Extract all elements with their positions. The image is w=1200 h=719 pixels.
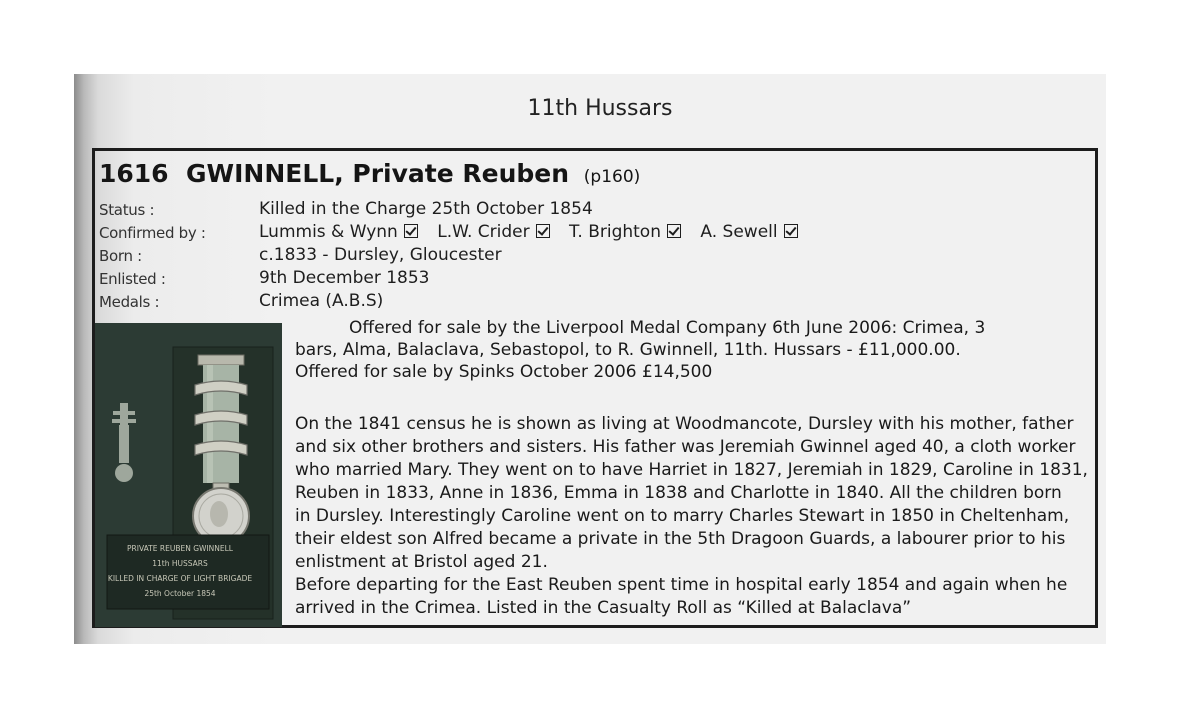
field-label: Enlisted : xyxy=(99,270,166,288)
biography-line: On the 1841 census he is shown as living at Woodmancote, Dursley with his mother, father xyxy=(295,414,1074,434)
entry-number: 1616 xyxy=(99,159,169,188)
confirmer-name: Lummis & Wynn xyxy=(259,222,398,242)
running-head: 11th Hussars xyxy=(527,96,673,121)
biography-line: their eldest son Alfred became a private in the 5th Dragoon Guards, a labourer prior to his xyxy=(295,529,1066,549)
biography xyxy=(295,413,1093,620)
biography-line: in Dursley. Interestingly Caroline went on to marry Charles Stewart in 1850 in Cheltenham, xyxy=(295,506,1070,526)
biography-line: arrived in the Crimea. Listed in the Casualty Roll as “Killed at Balaclava” xyxy=(295,598,912,618)
checkbox-checked-icon xyxy=(404,224,418,238)
biography-line: Reuben in 1833, Anne in 1836, Emma in 1838 and Charlotte in 1840. All the children born xyxy=(295,483,1062,503)
field-value: Crimea (A.B.S) xyxy=(259,291,384,311)
plaque-line: 11th HUSSARS xyxy=(152,559,208,568)
biography-line: Before departing for the East Reuben spent time in hospital early 1854 and again when he xyxy=(295,575,1068,595)
biography-line: enlistment at Bristol aged 21. xyxy=(295,552,548,572)
sale-line: Offered for sale by Spinks October 2006 £14,500 xyxy=(295,362,713,382)
page-reference: (p160) xyxy=(583,167,641,187)
sale-line: Offered for sale by the Liverpool Medal Company 6th June 2006: Crimea, 3 xyxy=(349,318,986,338)
plaque-line: KILLED IN CHARGE OF LIGHT BRIGADE xyxy=(107,574,253,583)
entry-name: GWINNELL, Private Reuben xyxy=(186,159,570,188)
biography-line: and six other brothers and sisters. His father was Jeremiah Gwinnel aged 40, a cloth worker xyxy=(295,437,1076,457)
entry-heading xyxy=(99,159,640,188)
sale-history xyxy=(295,317,985,383)
entry-box xyxy=(92,148,1098,628)
confirmer-name: L.W. Crider xyxy=(437,222,530,242)
field-value: 9th December 1853 xyxy=(259,268,430,288)
biography-line: who married Mary. They went on to have Harriet in 1827, Jeremiah in 1829, Caroline in 1831, xyxy=(295,460,1088,480)
confirmer-name: T. Brighton xyxy=(569,222,661,242)
checkbox-checked-icon xyxy=(536,224,550,238)
field-value: c.1833 - Dursley, Gloucester xyxy=(259,245,502,265)
checkbox-checked-icon xyxy=(784,224,798,238)
confirmer-name: A. Sewell xyxy=(700,222,778,242)
sale-line: bars, Alma, Balaclava, Sebastopol, to R. Gwinnell, 11th. Hussars - £11,000.00. xyxy=(295,340,961,360)
field-label: Confirmed by : xyxy=(99,224,206,242)
field-label: Born : xyxy=(99,247,142,265)
plaque-line: 25th October 1854 xyxy=(144,589,216,598)
medal-photo xyxy=(95,323,282,627)
display-plaque xyxy=(105,541,255,601)
field-label: Medals : xyxy=(99,293,160,311)
confirmed-by-list xyxy=(259,222,812,242)
field-label: Status : xyxy=(99,201,155,219)
field-value: Killed in the Charge 25th October 1854 xyxy=(259,199,593,219)
checkbox-checked-icon xyxy=(667,224,681,238)
plaque-line: PRIVATE REUBEN GWINNELL xyxy=(127,544,233,553)
